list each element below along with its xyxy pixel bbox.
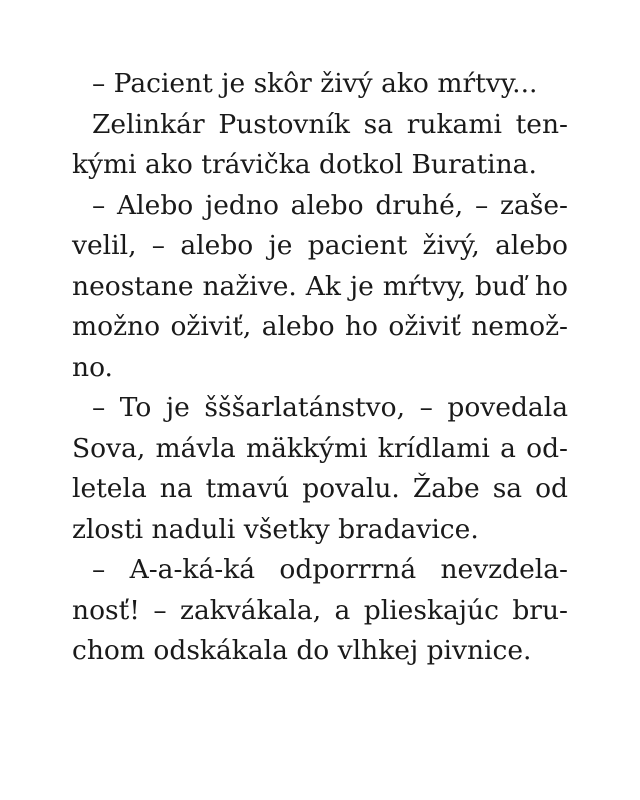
- text-line: – To je šššarlatánstvo, – povedala: [92, 392, 568, 423]
- paragraph-5: [72, 550, 568, 672]
- book-page: [72, 64, 568, 672]
- text-line: – A-a-ká-ká odporrrná nevzdela-: [92, 554, 568, 585]
- text-line: velil, – alebo je pacient živý, alebo: [72, 230, 568, 261]
- text-line: nosť! – zakvákala, a plieskajúc bru-: [72, 594, 568, 626]
- paragraph-3: [72, 186, 568, 389]
- text-line: chom odskákala do vlhkej pivnice.: [72, 635, 532, 666]
- text-line: neostane nažive. Ak je mŕtvy, buď ho: [72, 270, 568, 302]
- text-line: kými ako trávička dotkol Buratina.: [72, 149, 537, 180]
- paragraph-1: [72, 64, 568, 105]
- text-line: letela na tmavú povalu. Žabe sa od: [72, 473, 568, 504]
- text-line: Zelinkár Pustovník sa rukami ten-: [92, 108, 568, 140]
- text-line: zlosti naduli všetky bradavice.: [72, 513, 479, 545]
- text-line: – Alebo jedno alebo druhé, – zaše-: [92, 189, 568, 221]
- text-line: no.: [72, 351, 113, 383]
- paragraph-2: [72, 105, 568, 186]
- text-line: Sova, mávla mäkkými krídlami a od-: [72, 432, 568, 464]
- paragraph-4: [72, 388, 568, 550]
- text-line: možno oživiť, alebo ho oživiť nemož-: [72, 311, 568, 342]
- text-line: – Pacient je skôr živý ako mŕtvy...: [92, 68, 538, 99]
